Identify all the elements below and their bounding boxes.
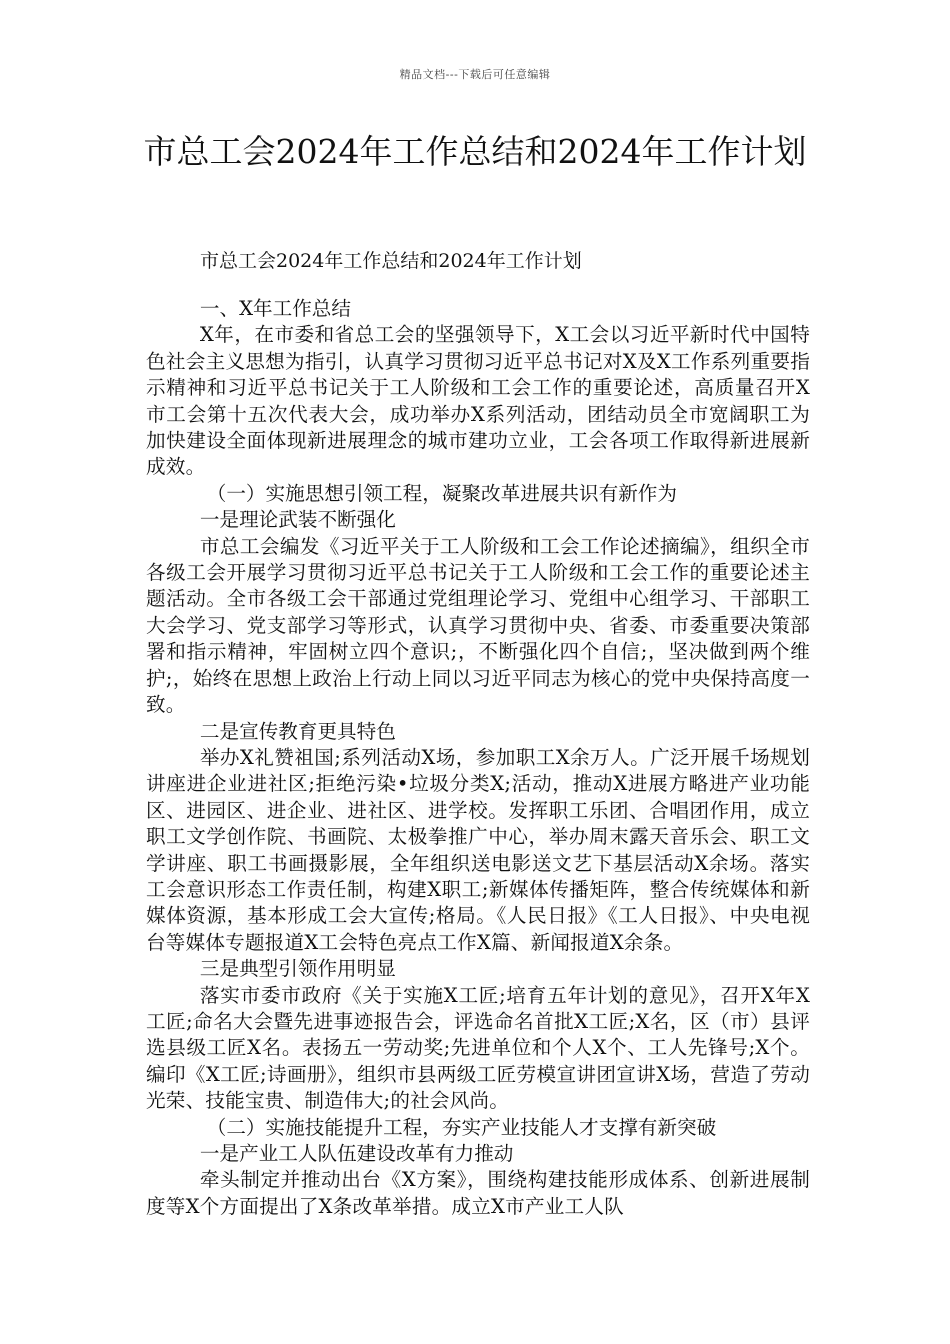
paragraph-publicity: 举办X礼赞祖国;系列活动X场，参加职工X余万人。广泛开展千场规划讲座进企业进社区;拒绝污染•垃圾分类X;活动，推动X进展方略进产业功能区、进园区、进企业、进社区、进学校。发挥职工乐团、合唱团作用，成立职工文学创作院、书画院、太极拳推广中心，举办周末露天音乐会、职工文学讲座、职工书画摄影展，全年组织送电影送文艺下基层活动X余场。落实工会意识形态工作责任制，构建X职工;新媒体传播矩阵，整合传统媒体和新媒体资源，基本形成工会大宣传;格局。《人民日报》《工人日报》、中央电视台等媒体专题报道X工会特色亮点工作X篇、新闻报道X余条。 — [146, 745, 810, 954]
paragraph-intro: X年，在市委和省总工会的坚强领导下，X工会以习近平新时代中国特色社会主义思想为指引，认真学习贯彻习近平总书记对X及X工作系列重要指示精神和习近平总书记关于工人阶级和工会工作的重要论述，高质量召开X市工会第十五次代表大会，成功举办X系列活动，团结动员全市宽阔职工为加快建设全面体现新进展理念的城市建功立业，工会各项工作取得新进展新成效。 — [146, 323, 810, 479]
document-subtitle: 市总工会2024年工作总结和2024年工作计划 — [200, 250, 582, 272]
paragraph-theory: 市总工会编发《习近平关于工人阶级和工会工作论述摘编》，组织全市各级工会开展学习贯彻习近平总书记关于工人阶级和工会工作的重要论述主题活动。全市各级工会干部通过党组理论学习、党组中心组学习、干部职工大会学习、党支部学习等形式，认真学习贯彻中央、省委、市委重要决策部署和指示精神，牢固树立四个意识;，不断强化四个自信;，坚决做到两个维护;，始终在思想上政治上行动上同以习近平同志为核心的党中央保持高度一致。 — [146, 534, 810, 717]
subheading-reform: 一是产业工人队伍建设改革有力推动 — [199, 1142, 514, 1165]
section-heading-thought: （一）实施思想引领工程，凝聚改革进展共识有新作为 — [206, 481, 677, 505]
document-title: 市总工会2024年工作总结和2024年工作计划 — [143, 132, 807, 171]
paragraph-reform: 牵头制定并推动出台《X方案》，围绕构建技能形成体系、创新进展制度等X个方面提出了X条改革举措。成立X市产业工人队 — [146, 1168, 810, 1218]
subheading-publicity: 二是宣传教育更具特色 — [199, 719, 396, 743]
header-watermark: 精品文档---下载后可任意编辑 — [399, 68, 551, 81]
paragraph-models: 落实市委市政府《关于实施X工匠;培育五年计划的意见》，召开X年X工匠;命名大会暨先进事迹报告会，评选命名首批X工匠;X名，区（市）县评选县级工匠X名。表扬五一劳动奖;先进单位和个人X个、工人先锋号;X个。编印《X工匠;诗画册》，组织市县两级工匠劳模宣讲团宣讲X场，营造了劳动光荣、技能宝贵、制造伟大;的社会风尚。 — [146, 983, 810, 1113]
document-body — [146, 296, 810, 1220]
section-heading-skills: （二）实施技能提升工程，夯实产业技能人才支撑有新突破 — [206, 1115, 717, 1139]
subheading-models: 三是典型引领作用明显 — [199, 957, 396, 981]
subheading-theory: 一是理论武装不断强化 — [199, 508, 396, 532]
section-heading-summary: 一、X年工作总结 — [199, 297, 351, 320]
